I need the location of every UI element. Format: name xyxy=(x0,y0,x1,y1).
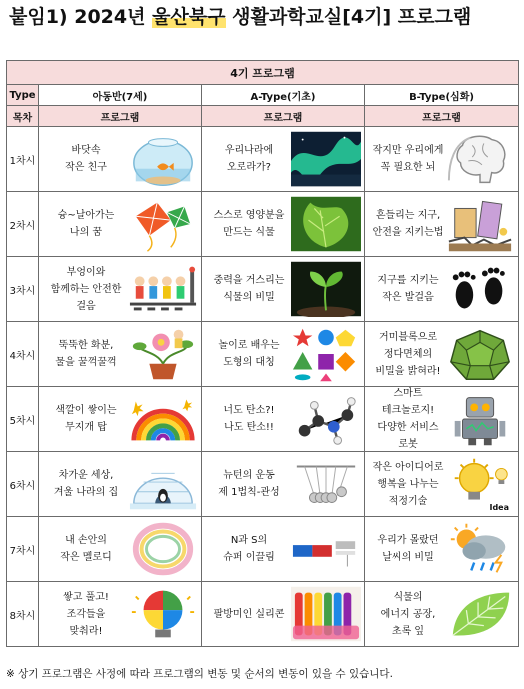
program-title-line: N과 S의 xyxy=(230,535,268,546)
program-title-line: 오로라가? xyxy=(227,162,271,173)
program-cell-b xyxy=(365,257,519,322)
program-title-line: 물을 꿀꺽꿀꺽 xyxy=(55,357,117,368)
program-cell-a xyxy=(202,517,365,582)
program-title-line: 중력을 거스리는 xyxy=(213,275,285,286)
table-row xyxy=(7,452,519,517)
program-title-line: 날씨의 비밀 xyxy=(382,552,434,563)
program-title-line: 꼭 필요한 뇌 xyxy=(380,162,436,173)
program-title xyxy=(206,322,292,386)
program-title-line: 바닷속 xyxy=(71,145,101,156)
program-title-line: 비밀을 밝혀라! xyxy=(375,365,441,377)
program-title xyxy=(43,452,129,516)
program-cell-b xyxy=(365,582,519,647)
program-title xyxy=(43,387,129,451)
title-prefix: 붙임1) 2024년 xyxy=(9,6,153,28)
program-table xyxy=(6,60,519,647)
program-title xyxy=(43,322,129,386)
brain-icon xyxy=(445,131,515,187)
program-cell-a xyxy=(202,387,365,452)
robot-icon xyxy=(445,391,515,447)
program-title-line: 흔들리는 지구, xyxy=(375,210,441,221)
program-title-line: 우리가 몰랐던 xyxy=(377,535,439,546)
program-cell-children xyxy=(39,517,202,582)
program-title xyxy=(367,517,449,581)
aurora-icon xyxy=(291,131,361,187)
session-label: 2차시 xyxy=(7,192,39,257)
weather-icon xyxy=(445,521,515,577)
program-title xyxy=(206,387,292,451)
session-label: 8차시 xyxy=(7,582,39,647)
program-title-line: 작지만 우리에게 xyxy=(372,145,444,156)
program-title-line: 뚝뚝한 화분, xyxy=(58,340,114,351)
program-title-line: 작은 친구 xyxy=(65,162,107,173)
order-header: 목차 xyxy=(7,106,39,127)
program-title xyxy=(43,257,129,321)
igloo-icon xyxy=(128,456,198,512)
program-title-line: 작은 멜로디 xyxy=(60,552,112,563)
lightbulb-icon xyxy=(445,456,515,512)
program-title xyxy=(43,517,129,581)
shapes-icon xyxy=(291,326,361,382)
program-title-line: 적정기술 xyxy=(388,495,428,507)
rainbow-icon xyxy=(128,391,198,447)
program-title xyxy=(43,127,129,191)
program-title xyxy=(367,582,449,646)
program-title-line: 정다면체의 xyxy=(383,348,433,360)
program-title-line: 겨울 나라의 집 xyxy=(53,487,119,498)
program-title xyxy=(367,387,449,451)
program-title xyxy=(43,192,129,256)
program-title-line: 다양한 서비스 xyxy=(377,422,439,433)
program-cell-b xyxy=(365,192,519,257)
program-title-line: 테크놀로지! xyxy=(381,405,435,416)
green-leaf-icon xyxy=(445,586,515,642)
b-type-header: B-Type(심화) xyxy=(365,85,519,106)
program-cell-children xyxy=(39,192,202,257)
program-title-line: 슝~날아가는 xyxy=(57,210,115,221)
leaf-icon xyxy=(291,196,361,252)
magnet-icon xyxy=(291,521,361,577)
program-title-line: 팔방미인 실리콘 xyxy=(213,608,285,620)
program-subheader: 프로그램 xyxy=(39,106,202,127)
program-title-line: 색깔이 쌓이는 xyxy=(55,405,117,416)
newton-cradle-icon xyxy=(291,456,361,512)
idea-label: Idea xyxy=(489,503,509,512)
session-label: 3차시 xyxy=(7,257,39,322)
program-title xyxy=(367,127,449,191)
program-cell-a xyxy=(202,257,365,322)
program-cell-b xyxy=(365,322,519,387)
table-header: 4기 프로그램 xyxy=(7,61,519,85)
program-cell-children xyxy=(39,257,202,322)
program-title-line: 너도 탄소?! xyxy=(223,405,275,416)
program-cell-a xyxy=(202,127,365,192)
program-title xyxy=(43,582,129,646)
program-title-line: 놀이로 배우는 xyxy=(218,340,280,351)
puzzle-bulb-icon xyxy=(128,586,198,642)
program-title-line: 행복을 나누는 xyxy=(377,478,439,490)
program-title-line: 부엉이와 xyxy=(66,266,106,278)
program-title-line: 에너지 공장, xyxy=(380,608,436,620)
program-title-line: 작은 아이디어로 xyxy=(372,461,444,473)
page-title xyxy=(9,2,471,29)
program-title xyxy=(206,452,292,516)
silicone-icon xyxy=(291,586,361,642)
earthquake-icon xyxy=(445,196,515,252)
table-row xyxy=(7,257,519,322)
program-title-line: 식물의 비밀 xyxy=(223,292,275,303)
program-title-line: 식물의 xyxy=(393,591,423,603)
program-title xyxy=(367,452,449,516)
footnote: ※ 상기 프로그램은 사정에 따라 프로그램의 변동 및 순서의 변동이 있을 수 있습니다. xyxy=(6,668,393,680)
title-highlight: 울산북구 xyxy=(152,6,226,28)
program-title-line: 제 1법칙-관성 xyxy=(218,487,280,498)
crosswalk-kids-icon xyxy=(128,261,198,317)
program-cell-a xyxy=(202,192,365,257)
program-title-line: 스스로 영양분을 xyxy=(213,210,285,221)
program-cell-b xyxy=(365,452,519,517)
program-title-line: 맞춰라! xyxy=(69,625,103,637)
program-cell-children xyxy=(39,582,202,647)
program-title-line: 쌓고 풀고! xyxy=(63,591,109,603)
program-title-line: 나의 꿈 xyxy=(69,227,103,238)
program-title-line: 지구를 지키는 xyxy=(377,275,439,286)
program-cell-a xyxy=(202,452,365,517)
footprints-icon xyxy=(445,261,515,317)
program-title-line: 나도 탄소!! xyxy=(224,422,274,433)
program-cell-children xyxy=(39,322,202,387)
program-title-line: 거미블록으로 xyxy=(379,331,437,343)
program-title-line: 조각들을 xyxy=(66,608,106,620)
session-label: 6차시 xyxy=(7,452,39,517)
program-title-line: 슈퍼 이끌림 xyxy=(223,552,275,563)
kite-icon xyxy=(128,196,198,252)
program-title xyxy=(206,257,292,321)
table-row xyxy=(7,322,519,387)
program-cell-b xyxy=(365,387,519,452)
program-subheader: 프로그램 xyxy=(202,106,365,127)
session-label: 1차시 xyxy=(7,127,39,192)
program-title-line: 우리나라에 xyxy=(224,145,274,156)
program-title-line: 만드는 식물 xyxy=(223,227,275,238)
program-title xyxy=(367,192,449,256)
program-cell-children xyxy=(39,127,202,192)
program-title-line: 걸음 xyxy=(76,300,96,312)
program-cell-children xyxy=(39,387,202,452)
table-row xyxy=(7,517,519,582)
table-row xyxy=(7,127,519,192)
program-cell-a xyxy=(202,322,365,387)
program-title-line: 차가운 세상, xyxy=(58,470,114,481)
a-type-header: A-Type(기초) xyxy=(202,85,365,106)
program-title-line: 로봇 xyxy=(398,439,418,450)
table-row xyxy=(7,387,519,452)
title-suffix: 생활과학교실[4기] 프로그램 xyxy=(225,6,472,28)
molecule-icon xyxy=(291,391,361,447)
program-title-line: 도형의 대칭 xyxy=(223,357,275,368)
children-header: 아동반(7세) xyxy=(39,85,202,106)
program-title xyxy=(206,517,292,581)
session-label: 4차시 xyxy=(7,322,39,387)
dodecahedron-icon xyxy=(445,326,515,382)
program-subheader: 프로그램 xyxy=(365,106,519,127)
program-cell-b xyxy=(365,517,519,582)
program-title xyxy=(206,582,292,646)
program-cell-children xyxy=(39,452,202,517)
program-title xyxy=(367,257,449,321)
session-label: 5차시 xyxy=(7,387,39,452)
sprout-icon xyxy=(291,261,361,317)
program-title-line: 초록 잎 xyxy=(391,625,425,637)
program-title-line: 내 손안의 xyxy=(65,535,107,546)
table-row xyxy=(7,192,519,257)
program-cell-a xyxy=(202,582,365,647)
ring-icon xyxy=(128,521,198,577)
program-title-line: 안전을 지키는법 xyxy=(372,227,444,238)
type-header: Type xyxy=(7,85,39,106)
program-title-line: 작은 발걸음 xyxy=(382,292,434,303)
program-title-line: 무지개 탑 xyxy=(65,422,107,433)
program-title xyxy=(367,322,449,386)
session-label: 7차시 xyxy=(7,517,39,582)
table-row xyxy=(7,582,519,647)
program-title xyxy=(206,192,292,256)
program-title-line: 함께하는 안전한 xyxy=(50,283,122,295)
program-title-line: 뉴턴의 운동 xyxy=(223,470,275,481)
program-title-line: 스마트 xyxy=(393,388,423,399)
program-title xyxy=(206,127,292,191)
fishbowl-icon xyxy=(128,131,198,187)
program-cell-b xyxy=(365,127,519,192)
flower-pot-icon xyxy=(128,326,198,382)
